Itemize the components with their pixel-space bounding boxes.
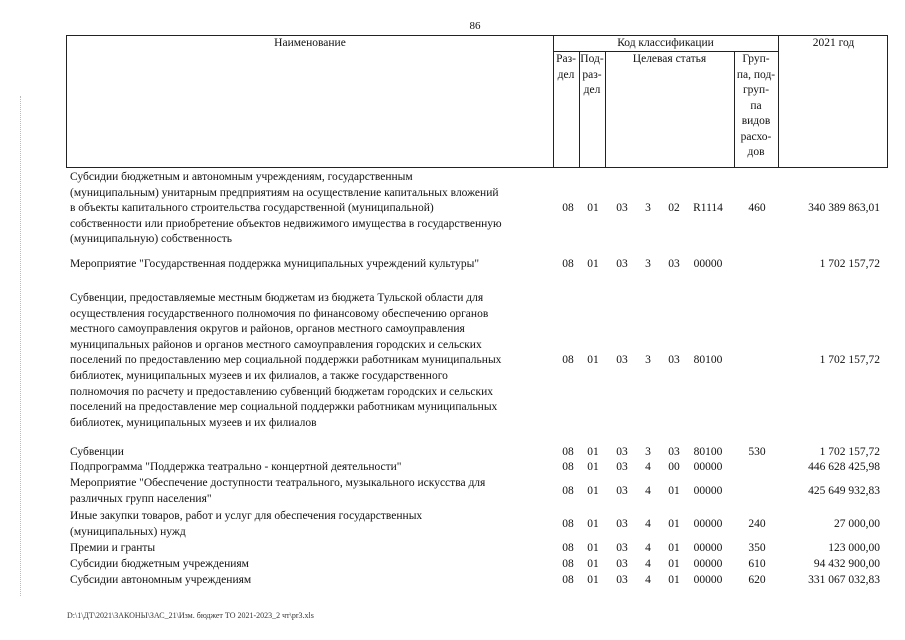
row-target-2: 3	[645, 202, 651, 214]
row-podrazdel: 01	[587, 485, 599, 497]
row-target-1: 03	[616, 542, 628, 554]
row-target-3: 03	[668, 446, 680, 458]
row-name: Субсидии бюджетным и автономным учреждениям, государственным (муниципальным) унитарным предприятиям на осуществление капитальных вложений в объекты капитального строительства государственной (муниципальной) собственности или приобретение объектов недвижимого имущества в государственную (муниципальную) собственность	[70, 171, 502, 246]
row-target-2: 4	[645, 542, 651, 554]
row-name: Премии и гранты	[70, 542, 156, 554]
row-target-3: 01	[668, 485, 680, 497]
row-razdel: 08	[562, 446, 574, 458]
row-target-3: 01	[668, 558, 680, 570]
row-amount: 123 000,00	[828, 542, 880, 554]
row-razdel: 08	[562, 518, 574, 530]
row-target-4: 00000	[693, 518, 723, 530]
row-target-1: 03	[616, 354, 628, 366]
row-amount: 446 628 425,98	[808, 461, 880, 473]
row-target-3: 01	[668, 542, 680, 554]
row-amount: 1 702 157,72	[819, 446, 880, 458]
row-amount: 1 702 157,72	[819, 258, 880, 270]
row-group: 460	[748, 202, 766, 214]
row-name: Подпрограмма "Поддержка театрально - концертной деятельности"	[70, 461, 402, 473]
row-target-1: 03	[616, 446, 628, 458]
row-razdel: 08	[562, 258, 574, 270]
row-group: 530	[748, 446, 766, 458]
row-target-4: 00000	[693, 558, 723, 570]
header-expense-group: Груп- па, под- груп- па видов расхо- дов	[736, 53, 776, 158]
row-target-2: 3	[645, 446, 651, 458]
header-year: 2021 год	[812, 37, 855, 49]
row-podrazdel: 01	[587, 354, 599, 366]
row-target-3: 00	[668, 461, 680, 473]
row-podrazdel: 01	[587, 558, 599, 570]
row-amount: 1 702 157,72	[819, 354, 880, 366]
header-razdel: Раз- дел	[556, 53, 576, 81]
row-target-4: 80100	[693, 354, 723, 366]
row-group: 620	[748, 574, 766, 586]
row-name: Мероприятие "Государственная поддержка муниципальных учреждений культуры"	[70, 258, 480, 270]
row-razdel: 08	[562, 558, 574, 570]
row-name: Субвенции	[70, 446, 124, 458]
row-target-1: 03	[616, 574, 628, 586]
row-target-2: 3	[645, 354, 651, 366]
scan-margin-marks	[20, 96, 23, 596]
row-razdel: 08	[562, 461, 574, 473]
header-name: Наименование	[274, 37, 346, 49]
row-target-3: 02	[668, 202, 680, 214]
row-amount: 425 649 932,83	[808, 485, 880, 497]
row-target-4: R1114	[693, 202, 723, 214]
row-podrazdel: 01	[587, 461, 599, 473]
row-group: 240	[748, 518, 766, 530]
row-target-2: 4	[645, 485, 651, 497]
row-target-3: 01	[668, 518, 680, 530]
row-name: Мероприятие "Обеспечение доступности театрального, музыкального искусства для различных групп населения"	[70, 477, 486, 505]
row-amount: 94 432 900,00	[813, 558, 880, 570]
row-target-3: 03	[668, 354, 680, 366]
row-target-4: 00000	[693, 485, 723, 497]
row-razdel: 08	[562, 485, 574, 497]
row-target-3: 01	[668, 574, 680, 586]
row-razdel: 08	[562, 354, 574, 366]
row-razdel: 08	[562, 542, 574, 554]
row-target-3: 03	[668, 258, 680, 270]
row-name: Субсидии бюджетным учреждениям	[70, 558, 249, 570]
row-podrazdel: 01	[587, 542, 599, 554]
row-target-1: 03	[616, 558, 628, 570]
row-target-4: 00000	[693, 542, 723, 554]
row-podrazdel: 01	[587, 518, 599, 530]
row-razdel: 08	[562, 202, 574, 214]
row-amount: 27 000,00	[834, 518, 880, 530]
row-name: Иные закупки товаров, работ и услуг для обеспечения государственных (муниципальных) нужд	[70, 510, 423, 538]
row-target-1: 03	[616, 258, 628, 270]
row-amount: 331 067 032,83	[808, 574, 880, 586]
row-podrazdel: 01	[587, 202, 599, 214]
file-path-footer: D:\1\ДТ\2021\ЗАКОНЫ\ЗАС_21\Изм. бюджет ТО 2021-2023_2 чт\рr3.xls	[67, 611, 314, 620]
row-target-4: 00000	[693, 574, 723, 586]
row-target-2: 4	[645, 461, 651, 473]
row-podrazdel: 01	[587, 258, 599, 270]
row-target-2: 4	[645, 574, 651, 586]
row-podrazdel: 01	[587, 446, 599, 458]
row-target-1: 03	[616, 518, 628, 530]
header-podrazdel: Под- раз- дел	[580, 53, 604, 96]
header-classification-code: Код классификации	[617, 37, 714, 49]
row-target-2: 3	[645, 258, 651, 270]
row-target-1: 03	[616, 485, 628, 497]
row-name: Субвенции, предоставляемые местным бюджетам из бюджета Тульской области для осуществления государственного полномочия по финансовому обеспечению органов местного самоуправления округов и районов, органов местного самоуправления муниципальных районов и органов местного самоуправления городских и сельских поселений по предоставлению мер социальной поддержки работникам муниципальных библиотек, муниципальных музеев и их филиалов, а также государственного полномочия по расчету и предоставлению субвенций бюджетам городских и сельских поселений на предоставление мер социальной поддержки работникам муниципальных библиотек, муниципальных музеев и их филиалов	[70, 292, 502, 429]
row-target-2: 4	[645, 518, 651, 530]
row-target-1: 03	[616, 461, 628, 473]
row-podrazdel: 01	[587, 574, 599, 586]
row-group: 610	[748, 558, 766, 570]
page-number: 86	[469, 20, 481, 32]
row-razdel: 08	[562, 574, 574, 586]
row-target-2: 4	[645, 558, 651, 570]
row-target-4: 00000	[693, 258, 723, 270]
row-name: Субсидии автономным учреждениям	[70, 574, 252, 586]
row-target-4: 00000	[693, 461, 723, 473]
row-amount: 340 389 863,01	[808, 202, 880, 214]
row-target-1: 03	[616, 202, 628, 214]
row-target-4: 80100	[693, 446, 723, 458]
row-group: 350	[748, 542, 766, 554]
header-target-article: Целевая статья	[632, 53, 707, 65]
